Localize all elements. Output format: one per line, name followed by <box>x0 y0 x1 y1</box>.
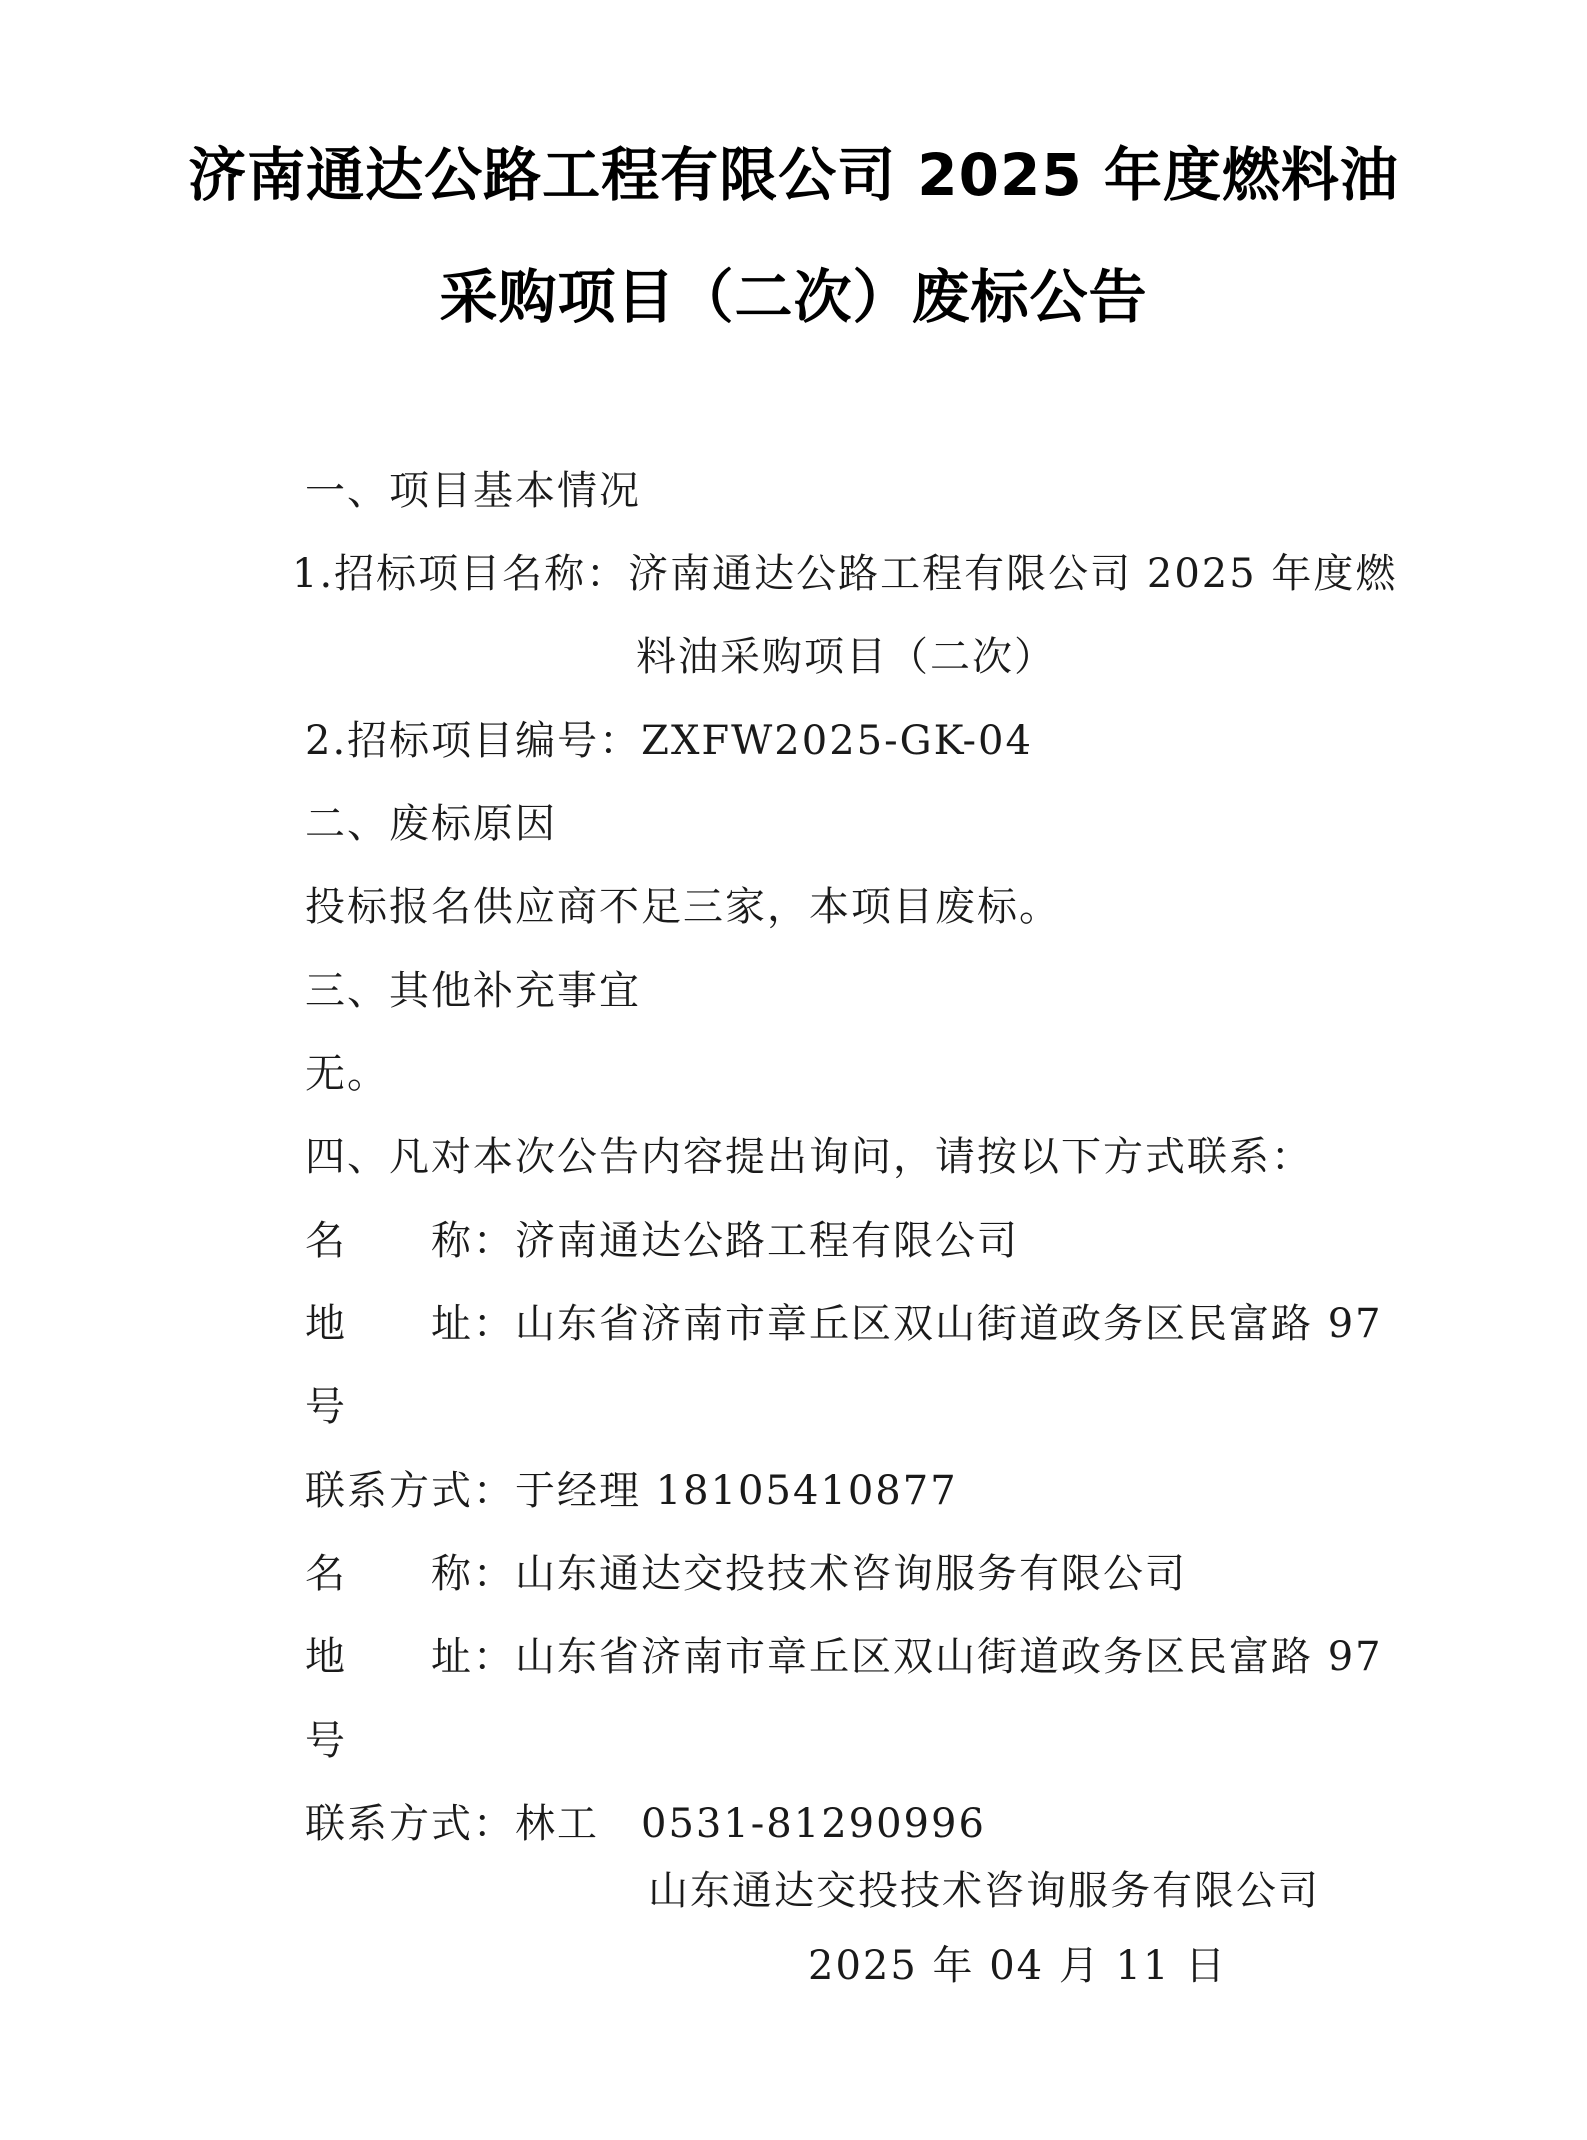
contact-2-contact-label: 联系方式： <box>305 1801 515 1847</box>
contact-2-name-row <box>305 1549 1187 1599</box>
contact-2-address-label: 地 址： <box>305 1634 515 1680</box>
contact-1-address-row <box>305 1299 1383 1349</box>
contact-2-name-label: 名 称： <box>305 1551 515 1597</box>
contact-1-contact-value: 于经理 18105410877 <box>515 1468 958 1514</box>
document-title-line-2: 采购项目（二次）废标公告 <box>439 263 1148 331</box>
contact-1-address-continuation: 号 <box>305 1384 347 1430</box>
section-4-heading: 四、凡对本次公告内容提出询问，请按以下方式联系： <box>305 1134 1313 1180</box>
section-3-body: 无。 <box>305 1051 389 1097</box>
contact-1-address-label: 地 址： <box>305 1301 515 1347</box>
project-name-line: 1.招标项目名称：济南通达公路工程有限公司 2025 年度燃 <box>292 551 1398 597</box>
contact-2-contact-value: 林工 0531-81290996 <box>515 1801 986 1847</box>
section-3-heading: 三、其他补充事宜 <box>305 968 641 1014</box>
contact-1-contact-row <box>305 1466 958 1516</box>
section-1-heading: 一、项目基本情况 <box>305 468 641 514</box>
contact-2-address-row <box>305 1632 1383 1682</box>
project-name-continuation: 料油采购项目（二次） <box>636 634 1056 680</box>
contact-2-name-value: 山东通达交投技术咨询服务有限公司 <box>515 1551 1187 1597</box>
signature-company: 山东通达交投技术咨询服务有限公司 <box>648 1868 1320 1914</box>
contact-1-contact-label: 联系方式： <box>305 1468 515 1514</box>
contact-1-name-label: 名 称： <box>305 1218 515 1264</box>
section-2-heading: 二、废标原因 <box>305 801 557 847</box>
contact-2-contact-row <box>305 1799 986 1849</box>
contact-1-address-value: 山东省济南市章丘区双山街道政务区民富路 97 <box>515 1301 1383 1347</box>
section-2-body: 投标报名供应商不足三家，本项目废标。 <box>305 884 1061 930</box>
contact-1-name-value: 济南通达公路工程有限公司 <box>515 1218 1019 1264</box>
signature-date: 2025 年 04 月 11 日 <box>808 1943 1228 1989</box>
contact-2-address-continuation: 号 <box>305 1718 347 1764</box>
document-title-line-1: 济南通达公路工程有限公司 2025 年度燃料油 <box>188 141 1399 209</box>
project-number-line: 2.招标项目编号：ZXFW2025-GK-04 <box>305 718 1033 764</box>
contact-2-address-value: 山东省济南市章丘区双山街道政务区民富路 97 <box>515 1634 1383 1680</box>
contact-1-name-row <box>305 1216 1019 1266</box>
